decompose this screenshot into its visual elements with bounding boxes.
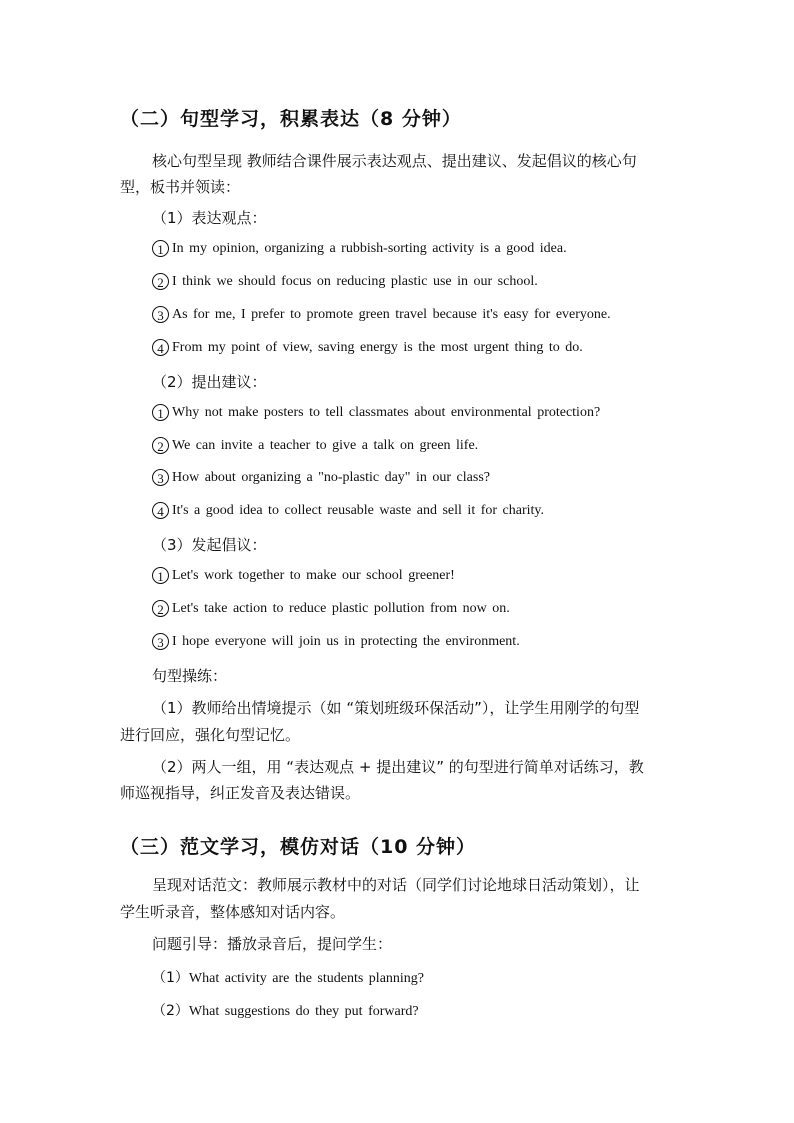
group-title: （1）表达观点：: [152, 209, 267, 227]
sentence-text: Why not make posters to tell classmates about environmental protection?: [172, 405, 601, 420]
circled-number: 2: [152, 437, 169, 454]
circled-number: 2: [152, 273, 169, 290]
sentence-text: Let's work together to make our school greener!: [172, 568, 455, 583]
practice-line: （1）教师给出情境提示（如 “策划班级环保活动”），让学生用刚学的句型: [152, 699, 640, 717]
circled-number: 3: [152, 306, 169, 323]
intro-line: 型，板书并领读：: [120, 178, 241, 196]
question-number: （1）: [152, 970, 189, 986]
sentence-item: [152, 437, 478, 454]
question-item: [152, 967, 424, 987]
section-heading: （三）范文学习，模仿对话（10 分钟）: [120, 836, 477, 858]
circled-number: 3: [152, 633, 169, 650]
sentence-item: [152, 240, 567, 257]
circled-number: 1: [152, 567, 169, 584]
practice-title: 句型操练：: [152, 667, 228, 685]
practice-line: 师巡视指导，纠正发音及表达错误。: [120, 784, 361, 802]
circled-number: 3: [152, 469, 169, 486]
sentence-item: [152, 633, 520, 650]
question-text: What suggestions do they put forward?: [188, 1004, 419, 1019]
circled-number: 2: [152, 600, 169, 617]
sentence-text: It's a good idea to collect reusable waste and sell it for charity.: [172, 503, 544, 518]
intro-line: 学生听录音，整体感知对话内容。: [120, 903, 346, 921]
group-title: （3）发起倡议：: [152, 536, 267, 554]
sentence-item: [152, 273, 538, 290]
sentence-item: [152, 600, 510, 617]
sentence-text: In my opinion, organizing a rubbish-sorting activity is a good idea.: [172, 241, 567, 256]
sentence-item: [152, 469, 490, 486]
group-title: （2）提出建议：: [152, 373, 267, 391]
sentence-text: As for me, I prefer to promote green travel because it's easy for everyone.: [172, 307, 611, 322]
sentence-text: How about organizing a "no-plastic day" in our class?: [172, 470, 490, 485]
sentence-text: We can invite a teacher to give a talk on green life.: [172, 438, 479, 453]
sentence-text: Let's take action to reduce plastic pollution from now on.: [172, 601, 510, 616]
sentence-text: I think we should focus on reducing plastic use in our school.: [172, 274, 538, 289]
practice-line: 进行回应，强化句型记忆。: [120, 726, 301, 744]
sentence-item: [152, 339, 583, 356]
practice-line: （2）两人一组，用 “表达观点 + 提出建议” 的句型进行简单对话练习，教: [152, 758, 644, 776]
sentence-item: [152, 404, 600, 421]
sentence-item: [152, 502, 544, 519]
sentence-text: I hope everyone will join us in protecting the environment.: [172, 634, 520, 649]
question-item: [152, 1000, 419, 1020]
guide-line: 问题引导：播放录音后，提问学生：: [152, 935, 393, 953]
intro-line: 核心句型呈现 教师结合课件展示表达观点、提出建议、发起倡议的核心句: [152, 152, 637, 170]
section-heading: （二）句型学习，积累表达（8 分钟）: [120, 108, 462, 130]
circled-number: 4: [152, 339, 169, 356]
circled-number: 4: [152, 502, 169, 519]
question-text: What activity are the students planning?: [188, 971, 425, 986]
intro-line: 呈现对话范文：教师展示教材中的对话（同学们讨论地球日活动策划），让: [152, 876, 640, 894]
question-number: （2）: [152, 1003, 189, 1019]
sentence-item: [152, 567, 455, 584]
sentence-text: From my point of view, saving energy is the most urgent thing to do.: [172, 340, 583, 355]
sentence-item: [152, 306, 611, 323]
circled-number: 1: [152, 240, 169, 257]
circled-number: 1: [152, 404, 169, 421]
